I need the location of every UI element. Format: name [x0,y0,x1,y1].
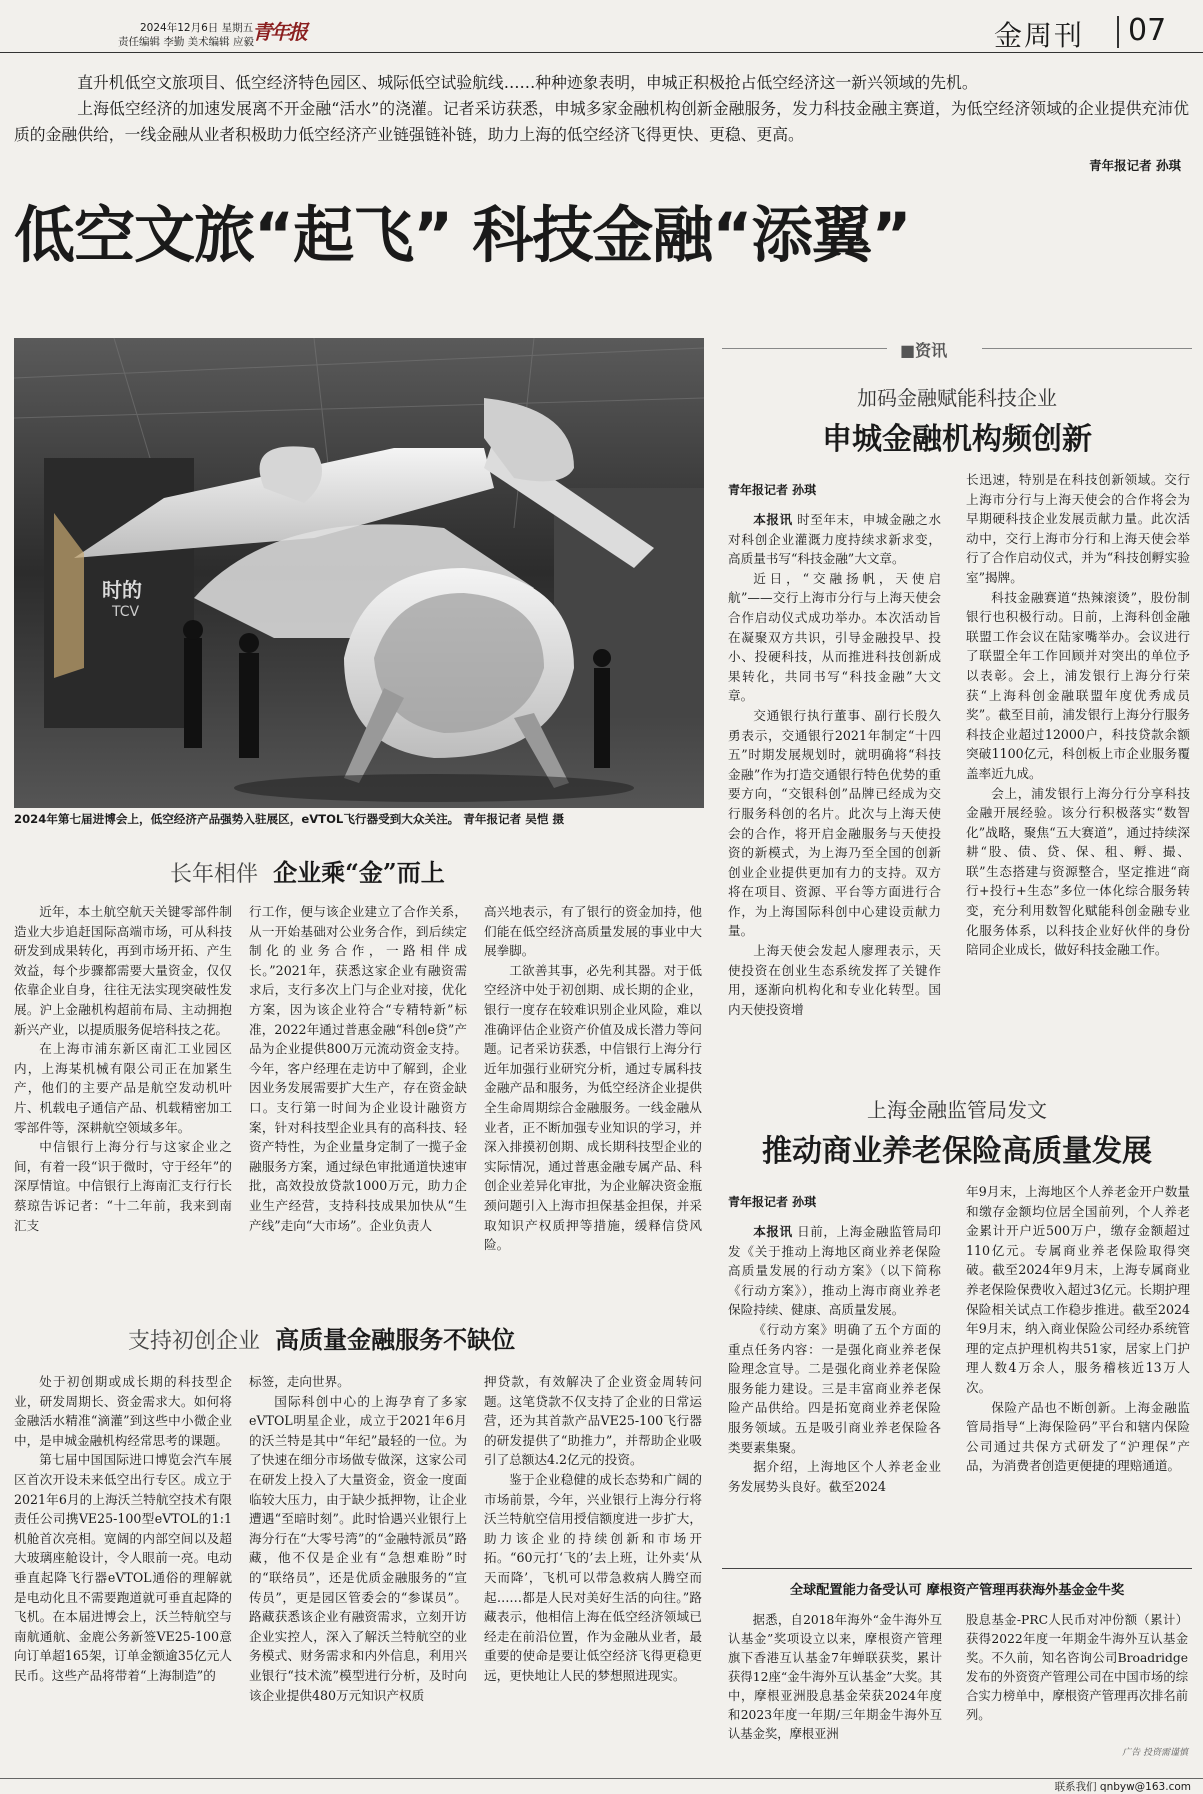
article-paragraph: 第七届中国国际进口博览会汽车展区首次开设未来低空出行专区。成立于2021年6月的上海沃兰特航空技术有限责任公司携VE25-100型eVTOL的1:1机舱首次亮相。宽阔的内部空间以及超大玻璃座舱设计，令人眼前一亮。电动垂直起降飞行器eVTOL通俗的理解就是电动化且不需要跑道就可垂直起降的飞机。在本届进博会上，沃兰特航空与南航通航、金鹿公务新签VE25-100意向订单超165架，订单金额逾35亿元人民币。这些产品将带着“上海制造”的 [14,1452,232,1683]
section2-heading [128,1320,515,1355]
news1-col1 [728,470,941,1120]
news1-kicker: 加码金融赋能科技企业 [857,386,1057,410]
article-paragraph: 行工作，便与该企业建立了合作关系，从一开始基础对公业务合作，到后续定制化的业务合作，一路相伴成长。”2021年，获悉这家企业有融资需求后，支行多次上门与企业对接，优化方案，因为该企业符合“专精特新”标准，2022年通过普惠金融“科创e贷”产品为企业提供800万元流动资金支持。今年，客户经理在走访中了解到，企业因业务发展需要扩大生产，存在资金缺口。支行第一时间为企业设计融资方案，针对科技型企业具有的高科技、轻资产特性，为企业量身定制了一揽子金融服务方案，通过绿色审批通道快速审批，高效投放贷款1000万元，助力企业生产经营，支持科技成果加快从“生产线”走向“大市场”。企业负责人 [249,904,467,1233]
ad-disclaimer: 广告 投资需谨慎 [1122,1748,1188,1758]
article-paragraph: 会上，浦发银行上海分行分享科技金融开展经验。该分行积极落实“数智化”战略，聚焦“五大赛道”，通过持续深耕“股、债、贷、保、租、孵、撮、联”生态搭建与资源整合，坚定推进“商行+投行+生态”多位一体化综合服务转变，充分利用数智化赋能科创金融专业化服务体系，以科技企业好伙伴的身份陪同企业成长，做好科技金融工作。 [966,785,1190,958]
article-paragraph: 工欲善其事，必先利其器。对于低空经济中处于初创期、成长期的企业，银行一度存在较难识别企业风险，难以准确评估企业资产价值及成长潜力等问题。记者采访获悉，中信银行上海分行近年加强行业研究分析，通过专属科技金融产品和服务，为低空经济企业提供全生命周期综合金融服务。一线金融从业者，正不断加强专业知识的学习，并深入排摸初创期、成长期科技型企业的实际情况，通过普惠金融专属产品、科创企业差异化审批，为企业解决资金瓶颈问题引入上海市担保基金担保，并采取知识产权质押等措施，缓释信贷风险。 [484,962,702,1253]
article-paragraph: 本报讯 日前，上海金融监管局印发《关于推动上海地区商业养老保险高质量发展的行动方案》（以下简称《行动方案》），推动上海市商业养老保险持续、健康、高质量发展。 [728,1224,942,1318]
ad-col1 [728,1611,942,1761]
article-paragraph: 在上海市浦东新区南汇工业园区内，上海某机械有限公司正在加紧生产，他们的主要产品是航空发动机叶片、机载电子通信产品、机载精密加工零部件等，深耕航空领域多年。 [14,1041,232,1135]
article-paragraph: 保险产品也不断创新。上海金融监管局指导“上海保险码”平台和辖内保险公司通过共保方式研发了“沪理保”产品，为消费者创造更便捷的理赔通道。 [966,1399,1190,1474]
booth-sign-sub: TCV [112,604,140,620]
article-paragraph: 高兴地表示，有了银行的资金加持，他们能在低空经济高质量发展的事业中大展拳脚。 [484,904,702,959]
article-paragraph: 近日，“交融扬帆，天使启航”——交行上海市分行与上海天使会合作启动仪式成功举办。本次活动旨在凝聚双方共识，引导金融投早、投小、投硬科技，从而推进科技创新成果转化，共同书写“科技金融”大文章。 [728,570,941,704]
ad-paragraph: 据悉，自2018年海外“金牛海外互认基金”奖项设立以来，摩根资产管理旗下香港互认基金7年蝉联获奖，累计获得12座“金牛海外互认基金”大奖。其中，摩根亚洲股息基金荣获2024年度和2023年度一年期/三年期金牛海外互认基金奖，摩根亚洲 [728,1613,942,1741]
article-paragraph: 据介绍，上海地区个人养老金业务发展势头良好。截至2024 [728,1459,941,1494]
intro-block [14,70,1189,173]
section2-title-b: 高质量金融服务不缺位 [275,1325,516,1354]
article-paragraph: 本报讯 时至年末，申城金融之水对科创企业灌溉力度持续求新求变，高质量书写“科技金融”大文章。 [728,512,942,567]
section2-title-a: 支持初创企业 [128,1329,261,1354]
newspaper-logo: 青年报 [252,20,306,44]
news-label: ■资讯 [900,341,948,360]
news-label-row [722,338,1192,358]
header-divider [1117,16,1119,48]
section-name: 金周刊 [994,19,1085,52]
editor-credits: 责任编辑 李勤 美术编辑 应毅 [118,36,255,48]
section2-col3 [484,1372,702,1770]
section1-col3 [484,902,702,1253]
section1-col2 [249,902,467,1240]
photo-evtol [14,338,704,808]
booth-sign: 时的 [102,578,142,602]
article-paragraph: 处于初创期或成长期的科技型企业，研发周期长、资金需求大。如何将金融活水精准“滴灌”到这些中小微企业中，是申城金融机构经常思考的课题。 [14,1374,232,1448]
article-paragraph: 国际科创中心的上海孕育了多家eVTOL明星企业，成立于2021年6月的沃兰特是其中“年纪”最轻的一位。为了快速在细分市场做专做深，这家公司在研发上投入了大量资金，资金一度面临较大压力，由于缺少抵押物，让企业遭遇“至暗时刻”。此时恰遇兴业银行上海分行在“大零号湾”的“金融特派员”路藏，他不仅是企业有“急想难盼”时的“联络员”，还是优质金融服务的“宣传员”，更是园区管委会的“参谋员”。路藏获悉该企业有融资需求，立刻开访企业实控人，深入了解沃兰特航空的业务模式、财务需求和内外信息，利用兴业银行“技术流”模型进行分析，及时向该企业提供480万元知识产权质 [249,1393,467,1703]
section1-col1 [14,902,232,1240]
news2-byline: 青年报记者 孙琪 [728,1195,817,1209]
masthead-rule [0,52,1203,53]
news-lead: 本报讯 [753,1224,793,1239]
article-paragraph: 上海天使会发起人廖理表示，天使投资在创业生态系统发挥了关键作用，逐渐向机构化和专业化转型。国内天使投资增 [728,943,941,1017]
news1-col2 [966,470,1190,1120]
ad-box [722,1568,1192,1770]
article-paragraph: 鉴于企业稳健的成长态势和广阔的市场前景，今年，兴业银行上海分行将沃兰特航空信用授信额度进一步扩大，助力该企业的持续创新和市场开拓。“60元打‘飞的’去上班，让外卖‘从天而降’，飞机可以带急救病人腾空而起……都是人民对美好生活的向往。”路藏表示，他相信上海在低空经济领域已经走在前沿位置，作为金融从业者，最重要的使命是要让低空经济飞得更稳更远，更快地让人民的梦想照进现实。 [484,1471,702,1683]
photo-caption: 2024年第七届进博会上，低空经济产品强势入驻展区，eVTOL飞行器受到大众关注。 青年报记者 吴恺 摄 [14,812,565,826]
news-rule-left [722,348,887,349]
news1-title: 申城金融机构频创新 [822,422,1092,457]
footer-rule [0,1778,1203,1779]
intro-paragraph: 直升机低空文旅项目、低空经济特色园区、城际低空试验航线……种种迹象表明，申城正积极抢占低空经济这一新兴领域的先机。 [77,73,978,92]
news2-kicker: 上海金融监管局发文 [867,1098,1047,1122]
section1-heading [170,853,445,888]
section1-title-a: 长年相伴 [170,862,259,887]
news1-byline: 青年报记者 孙琪 [728,483,817,497]
page-number: 07 [1128,13,1167,48]
news2-title: 推动商业养老保险高质量发展 [762,1134,1152,1169]
ad-col2 [966,1611,1188,1731]
intro-paragraph: 上海低空经济的加速发展离不开金融“活水”的浇灌。记者采访获悉，申城多家金融机构创新金融服务，发力科技金融主赛道，为低空经济领域的企业提供充沛优质的金融供给，一线金融从业者积极助力低空经济产业链强链补链，助力上海的低空经济飞得更快、更稳、更高。 [14,99,1189,144]
intro-byline: 青年报记者 孙琪 [1089,158,1181,173]
section2-col1 [14,1372,232,1770]
news-lead: 本报讯 [753,512,793,527]
ad-paragraph: 股息基金-PRC人民币对冲份额（累计）获得2022年度一年期金牛海外互认基金奖。不久前，知名咨询公司Broadridge发布的外资资产管理公司在中国市场的综合实力榜单中，摩根资产管理再次排名前列。 [966,1613,1188,1722]
article-paragraph: 中信银行上海分行与这家企业之间，有着一段“识于微时，守于经年”的深厚情谊。中信银行上海南汇支行行长蔡琼告诉记者：“十二年前，我来到南汇支 [14,1139,232,1233]
article-paragraph: 交通银行执行董事、副行长殷久勇表示，交通银行2021年制定“十四五”时期发展规划时，就明确将“科技金融”作为打造交通银行特色优势的重要方向，“交银科创”品牌已经成为交行服务科创的名片。此次与上海天使会的合作，将开启金融服务与天使投资的新模式，为上海乃至全国的创新创业企业提供更加有力的支持。双方将在项目、资源、平台等方面进行合作，为上海国际科创中心建设贡献力量。 [728,707,941,939]
article-paragraph: 科技金融赛道“热辣滚烫”，股份制银行也积极行动。日前，上海科创金融联盟工作会议在陆家嘴举办。会议进行了联盟全年工作回顾并对突出的单位予以表彰。会上，浦发银行上海分行荣获“上海科创金融联盟年度优秀成员奖”。截至目前，浦发银行上海分行服务科技企业超过12000户，科技贷款余额突破1100亿元，科创板上市企业服务覆盖率近九成。 [966,589,1190,781]
article-paragraph: 年9月末，上海地区个人养老金开户数量和缴存金额均位居全国前列，个人养老金累计开户近500万户，缴存金额超过110亿元。专属商业养老保险取得突破。截至2024年9月末，上海专属商业养老保险保费收入超过3亿元。长期护理保险相关试点工作稳步推进。截至2024年9月末，纳入商业保险公司经办系统管理的定点护理机构共51家，居家上门护理人数4万余人，服务稽核近13万人次。 [966,1184,1190,1395]
evtol-illustration [14,338,704,808]
article-paragraph: 押贷款，有效解决了企业资金周转问题。这笔贷款不仅支持了企业的日常运营，还为其首款产品VE25-100飞行器的研发提供了“助推力”，并帮助企业吸引了总额达4.2亿元的投资。 [484,1374,702,1468]
article-paragraph: 标签，走向世界。 [249,1374,350,1389]
section1-title-b: 企业乘“金”而上 [273,858,445,887]
main-headline: 低空文旅“起飞” 科技金融“添翼” [14,200,911,271]
news2-col1 [728,1182,941,1562]
masthead [0,0,1203,62]
news-rule-right [982,348,1192,349]
article-paragraph: 近年，本土航空航天关键零部件制造业大步追赶国际高端市场，可从科技研发到成果转化，再到市场开拓、产生效益，每个步骤都需要大量资金，仅仅依靠企业自身，往往无法实现突破性发展。沪上金融机构超前布局、主动拥抱新兴产业，以提质服务促培科技之花。 [14,904,232,1037]
article-paragraph: 长迅速，特别是在科技创新领域。交行上海市分行与上海天使会的合作将会为早期硬科技企业发展贡献力量。此次活动中，交行上海市分行和上海天使会举行了合作启动仪式，并为“科技创孵实验室”揭牌。 [966,472,1190,585]
article-paragraph: 《行动方案》明确了五个方面的重点任务内容：一是强化商业养老保险理念宣导。二是强化商业养老保险服务能力建设。三是丰富商业养老保险产品供给。四是拓宽商业养老保险服务领域。五是吸引商业养老保险各类要素集聚。 [728,1321,941,1455]
ad-title: 全球配置能力备受认可 摩根资产管理再获海外基金金牛奖 [789,1583,1125,1598]
footer-contact: 联系我们 qnbyw@163.com [1054,1781,1191,1793]
section2-col2 [249,1372,467,1770]
news2-col2 [966,1182,1190,1562]
issue-date: 2024年12月6日 星期五 [140,22,254,34]
